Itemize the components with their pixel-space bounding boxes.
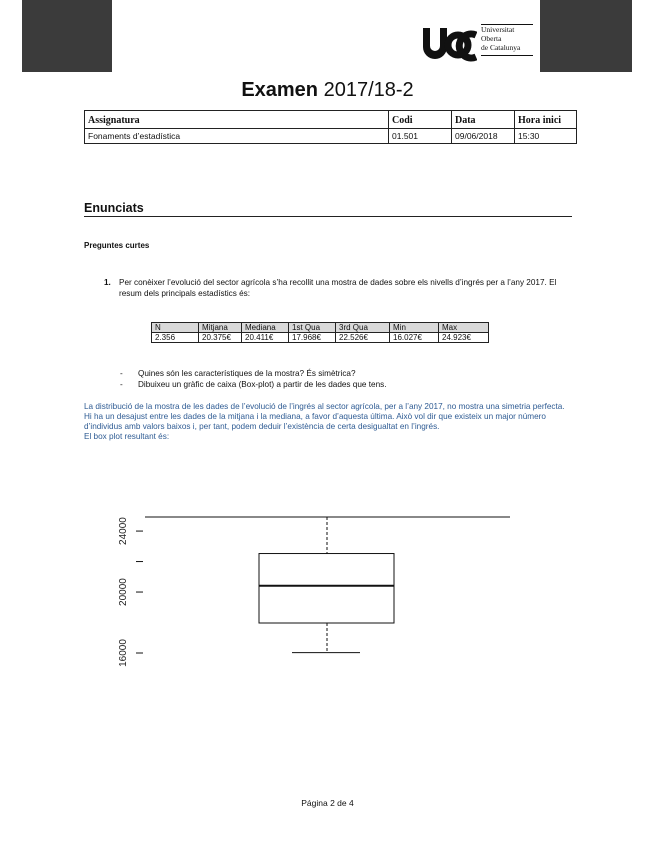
logo-line-1: Universitat — [481, 25, 515, 34]
header-assignatura: Assignatura — [85, 111, 389, 129]
boxplot-chart — [100, 505, 520, 675]
header-codi: Codi — [389, 111, 452, 129]
stats-value: 2.356 — [152, 333, 199, 343]
y-tick-label: 16000 — [118, 639, 129, 667]
stats-value: 22.526€ — [336, 333, 390, 343]
logo-rule-bottom — [481, 55, 533, 56]
uoc-logo-mark — [421, 22, 477, 68]
answer-paragraph: La distribució de la mostra de les dades de l’evolució de l’ingrés al sector agrícola, per a l’any 2017, no mostra una simetria perfecta. Hi ha un desajust entre les dades de la mitjana i la mediana, a favor d’aquesta última. Això vol dir que existeix un major número d’individus amb valors baixos i, per tant, podem deduir l’existència de certa desigualtat en l’ingrés. — [84, 402, 565, 431]
stats-value: 16.027€ — [390, 333, 439, 343]
page-title — [0, 78, 655, 102]
stats-header: Min — [390, 323, 439, 333]
question-bullets — [120, 368, 387, 390]
stats-header: N — [152, 323, 199, 333]
stats-header: Mitjana — [199, 323, 242, 333]
uoc-logo — [421, 22, 533, 70]
cell-hora: 15:30 — [515, 129, 577, 144]
stats-value: 20.375€ — [199, 333, 242, 343]
stats-header: Mediana — [242, 323, 289, 333]
stats-header: Max — [439, 323, 489, 333]
title-bold: Examen — [241, 79, 319, 101]
section-title: Enunciats — [84, 201, 572, 217]
header-data: Data — [452, 111, 515, 129]
stats-header: 1st Qua — [289, 323, 336, 333]
exam-info-table — [84, 110, 577, 144]
cell-assignatura: Fonaments d’estadística — [85, 129, 389, 144]
answer-text — [84, 402, 572, 442]
header-corner-left — [22, 0, 112, 72]
stats-table — [151, 322, 489, 343]
exam-info-row — [85, 129, 577, 144]
question-text: Per conèixer l’evolució del sector agrícola s’ha recollit una mostra de dades sobre els nivells d’ingrés per a l’any 2017. El resum dels principals estadístics és: — [119, 278, 557, 298]
page-footer: Página 2 de 4 — [301, 798, 354, 808]
logo-line-3: de Catalunya — [481, 43, 521, 52]
bullet-text: Quines són les característiques de la mostra? És simètrica? — [138, 369, 356, 378]
iqr-box — [259, 554, 394, 623]
answer-boxplot-intro: El box plot resultant és: — [84, 432, 170, 441]
exam-info-header-row — [85, 111, 577, 129]
stats-header: 3rd Qua — [336, 323, 390, 333]
title-year: 2017/18-2 — [318, 79, 414, 101]
header-hora: Hora inici — [515, 111, 577, 129]
cell-data: 09/06/2018 — [452, 129, 515, 144]
logo-text — [481, 25, 520, 52]
y-tick-label: 24000 — [118, 517, 129, 545]
stats-value: 20.411€ — [242, 333, 289, 343]
subsection-title: Preguntes curtes — [84, 241, 150, 250]
question-number: 1. — [104, 278, 111, 287]
cell-codi: 01.501 — [389, 129, 452, 144]
header-corner-right — [540, 0, 632, 72]
bullet-text: Dibuixeu un gràfic de caixa (Box-plot) a partir de les dades que tens. — [138, 380, 387, 389]
stats-header-row — [152, 323, 489, 333]
bullet-item: - Dibuixeu un gràfic de caixa (Box-plot) a partir de les dades que tens. — [120, 380, 387, 389]
y-tick-label: 20000 — [118, 578, 129, 606]
stats-value-row — [152, 333, 489, 343]
logo-line-2: Oberta — [481, 34, 502, 43]
stats-value: 24.923€ — [439, 333, 489, 343]
stats-value: 17.968€ — [289, 333, 336, 343]
bullet-item: - Quines són les característiques de la mostra? És simètrica? — [120, 369, 356, 378]
